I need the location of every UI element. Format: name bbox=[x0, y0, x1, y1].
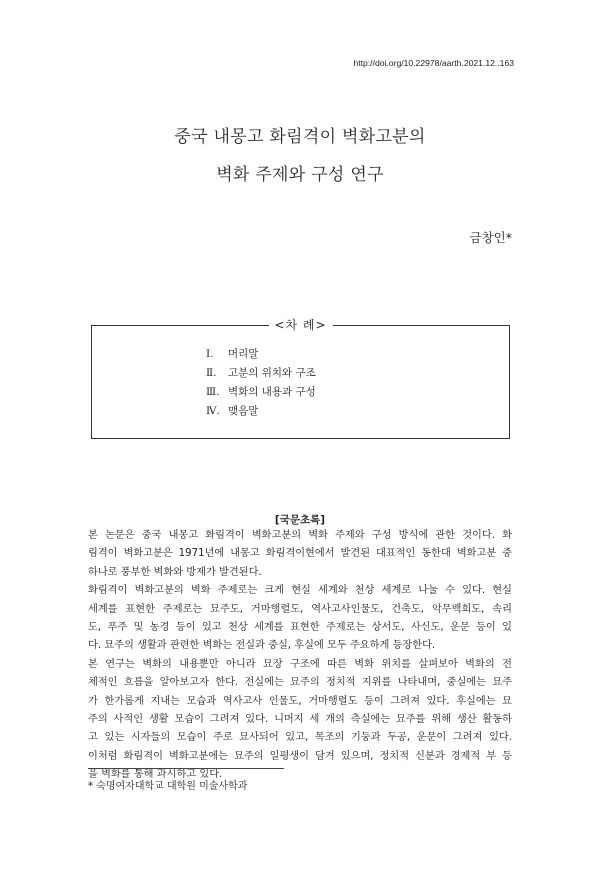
toc-item bbox=[206, 365, 316, 384]
abstract-line: 가 한가롭게 지내는 모습과 역사고사 인물도, 거마행렬도 등이 그려져 있다. 후실에는 묘 bbox=[88, 695, 512, 707]
footnote-divider bbox=[88, 768, 284, 769]
abstract-body bbox=[88, 527, 512, 784]
abstract-line: 화림격이 벽화고분의 벽화 주제로는 크게 현실 세계와 천상 세계로 나눌 수 있다. 현실 bbox=[88, 585, 512, 597]
table-of-contents bbox=[91, 318, 510, 439]
toc-item-number: Ⅱ. bbox=[206, 367, 217, 379]
paper-title-line-1: 중국 내몽고 화림격이 벽화고분의 bbox=[174, 127, 426, 147]
abstract-line: 본 논문은 중국 내몽고 화림격이 벽화고분의 벽화 주제와 구성 방식에 관한 것이다. 화 bbox=[88, 530, 512, 541]
abstract-line: 본 연구는 벽화의 내용뿐만 아니라 묘장 구조에 따른 벽화 위치를 살펴보아 벽화의 전 bbox=[88, 658, 512, 670]
doi-link[interactable]: http://doi.org/10.22978/aarth.2021.12..163 bbox=[353, 58, 514, 68]
abstract-line: 주의 사적인 생활 모습이 그려져 있다. 니머지 세 개의 측실에는 묘주를 위해 생산 활동하 bbox=[88, 713, 512, 725]
toc-item-label: 벽화의 내용과 구성 bbox=[228, 386, 316, 398]
abstract-line: 하나로 풍부한 벽화와 방제가 발견된다. bbox=[88, 566, 262, 578]
toc-item bbox=[206, 346, 316, 365]
abstract-heading: [국문초록] bbox=[274, 514, 326, 526]
abstract-line: 림격이 벽화고분은 1971년에 내몽고 화림격이현에서 발견된 대표적인 동한대 벽화고분 중 bbox=[88, 548, 512, 560]
toc-list bbox=[206, 346, 316, 422]
abstract-line: 세계를 표현한 주제로는 묘주도, 거마행렬도, 역사고사인물도, 건축도, 악무백희도, 속리 bbox=[88, 603, 512, 615]
toc-item-label: 머리말 bbox=[228, 348, 259, 360]
toc-item bbox=[206, 403, 316, 422]
toc-item-number: Ⅲ. bbox=[206, 386, 220, 398]
toc-heading: <차 례> bbox=[268, 316, 332, 333]
toc-item bbox=[206, 384, 316, 403]
abstract-line: 다. 묘주의 생활과 관련한 벽화는 전실과 중실, 후실에 모두 주요하게 등장한다. bbox=[88, 640, 436, 652]
toc-item-number: Ⅰ. bbox=[206, 348, 214, 360]
paper-title-line-2: 벽화 주제와 구성 연구 bbox=[216, 165, 384, 185]
abstract-line: 체적인 흐름을 알아보고자 한다. 전실에는 묘주의 정치적 지위를 나타내며, 중실에는 묘주 bbox=[88, 677, 512, 689]
abstract-line: 이처럼 화림격이 벽화고분에는 묘주의 일평생이 담겨 있으며, 정치적 신분과 경제적 부 등 bbox=[88, 750, 512, 762]
author-affiliation-footnote: * 숙명여자대학교 대학원 미술사학과 bbox=[88, 781, 248, 792]
toc-item-number: Ⅳ. bbox=[206, 405, 220, 417]
toc-item-label: 고분의 위치와 구조 bbox=[228, 367, 316, 379]
toc-item-label: 맺음말 bbox=[228, 405, 259, 417]
abstract-line: 도, 푸주 및 농경 등이 있고 천상 세계를 표현한 주제로는 상서도, 사신도, 운문 등이 있 bbox=[88, 621, 512, 633]
abstract-line: 고 있는 시자들의 모습이 주로 묘사되어 있고, 목조의 기둥과 두공, 운문이 그려져 있다. bbox=[88, 732, 512, 744]
abstract-line: 을 벽화를 통해 과시하고 있다. bbox=[88, 769, 223, 781]
author-name: 금창인* bbox=[469, 230, 512, 245]
